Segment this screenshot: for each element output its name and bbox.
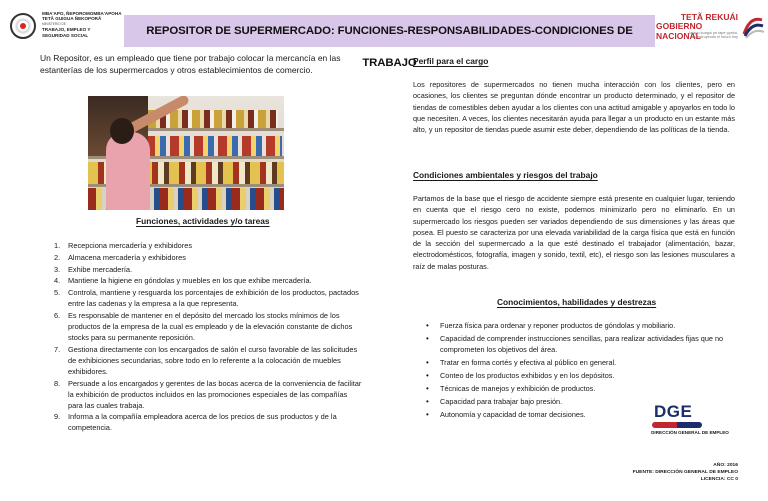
condiciones-paragraph: Partamos de la base que el riesgo de accidente siempre está presente en cualquier lugar, teniendo en cuenta que el riesgo cero no existe, podemos minimizarlo pero no eliminarlo. En un supermercado los riesgos pueden ser variados dependiendo de sus dimensiones y las áreas que posea. El puesto se caracteriza por una elevada variabilidad de la carga física que está en función de la sección del supermercado a la que esté destinado el trabajador (alimentación, bazar, electrodomésticos, fotografía, imagen y sonido, textil, etc), el riesgo son las lesiones musculares a raíz de malas posturas.: [413, 194, 735, 271]
footer-source: FUENTE: DIRECCIÓN GENERAL DE EMPLEO: [632, 470, 738, 475]
dge-logo: [640, 400, 740, 440]
intro-paragraph: Un Repositor, es un empleado que tiene por trabajo colocar la mercancía en las estanterías de los supermercados y otros establecimientos de comercio.: [40, 53, 341, 75]
function-number: 7.: [54, 344, 61, 354]
worker-head: [110, 118, 134, 144]
page-title: REPOSITOR DE SUPERMERCADO: FUNCIONES-RESPONSABILIDADES-CONDICIONES DE TRABAJO: [146, 25, 633, 69]
footer-info: [633, 462, 738, 483]
function-text: Recepciona mercadería y exhibidores: [68, 241, 193, 250]
skill-text: Fuerza física para ordenar y reponer productos de góndolas y mobiliario.: [440, 321, 676, 330]
gobierno-slogan: Jajapo koagui pe tape pyahu. Construyendo el futuro hoy: [688, 31, 738, 40]
function-item: [46, 378, 364, 411]
skill-text: Conteo de los productos exhibidos y en los depósitos.: [440, 370, 615, 380]
footer-license: LICENCIA: CC 0: [700, 477, 738, 482]
function-item: [46, 275, 364, 286]
footer-year: AÑO: 2016: [713, 463, 738, 468]
function-text: Es responsable de mantener en el depósito del mercado los stocks mínimos de los productos de la empresa de la cual es empleado y de la elevación constante de dichos stocks para su permanente reposición.: [68, 310, 353, 342]
functions-title: Funciones, actividades y/o tareas: [136, 216, 270, 226]
skill-text: Capacidad de comprender instrucciones sencillas, para realizar actividades fijas que no comprometen los objetivos del área.: [440, 333, 724, 355]
bullet-icon: •: [426, 333, 429, 343]
national-seal-icon: [10, 13, 36, 39]
ministry-line-5: SEGURIDAD SOCIAL: [42, 32, 89, 38]
function-number: 3.: [54, 264, 61, 274]
skill-text: Tratar en forma cortés y efectiva al público en general.: [440, 358, 617, 368]
dge-swoosh-icon: [652, 422, 702, 428]
function-item: [46, 411, 364, 433]
left-column: [40, 52, 376, 76]
skill-text: Capacidad para trabajar bajo presión.: [440, 396, 563, 406]
gobierno-nacional-logo: [656, 12, 766, 50]
function-text: Gestiona directamente con los encargados de salón el curso favorable de las solicitudes de exhibiciones secundarias, sobre todo en lo referente a la colocación de muebles exhibidores.: [68, 344, 358, 376]
skill-item: [416, 383, 738, 394]
bullet-icon: •: [426, 358, 429, 368]
function-item: [46, 252, 364, 263]
bullet-icon: •: [426, 396, 429, 406]
function-number: 5.: [54, 288, 61, 298]
function-number: 4.: [54, 276, 61, 286]
conocimientos-title: Conocimientos, habilidades y destrezas: [497, 297, 657, 307]
bullet-icon: •: [426, 383, 429, 393]
function-number: 1.: [54, 241, 61, 250]
function-item: [46, 310, 364, 343]
function-text: Informa a la compañía empleadora acerca de los precios de sus productos y de la competencia.: [68, 412, 337, 433]
function-item: [46, 264, 364, 275]
function-number: 8.: [54, 378, 61, 388]
dge-mark: DGE: [654, 402, 693, 421]
function-text: Persuade a los encargados y gerentes de las bocas acerca de la conveniencia de facilitar la exhibición de productos incluidos en las promociones especiales de las compañías para las cuales trabaja.: [68, 378, 362, 410]
function-item: [46, 240, 364, 251]
functions-list: [46, 240, 364, 434]
function-number: 2.: [54, 252, 61, 262]
skill-text: Técnicas de manejos y exhibición de productos.: [440, 383, 596, 393]
function-text: Mantiene la higiene en góndolas y muebles en los que exhibe mercadería.: [68, 276, 312, 286]
function-number: 9.: [54, 412, 61, 422]
bullet-icon: •: [426, 370, 429, 380]
function-number: 6.: [54, 310, 61, 320]
ministry-line-4: TRABAJO, EMPLEO Y: [42, 27, 91, 33]
worker-figure: [106, 132, 150, 210]
function-item: [46, 287, 364, 309]
dge-text: DIRECCIÓN GENERAL DE EMPLEO: [651, 430, 729, 435]
bullet-icon: •: [426, 321, 429, 330]
tetra-rekuai-text: TETÃ REKUÁI: [680, 12, 738, 22]
gobierno-nacional-text: GOBIERNO NACIONAL: [656, 21, 703, 41]
function-text: Almacena mercadería y exhibidores: [68, 252, 186, 262]
perfil-title: Perfil para el cargo: [413, 56, 489, 66]
product-row: [146, 136, 282, 156]
function-text: Controla, mantiene y resguarda los porcentajes de exhibición de los productos, pactados entre las cadenas y la empresa a la que representa.: [68, 288, 359, 309]
function-text: Exhibe mercadería.: [68, 264, 133, 274]
skill-item: [416, 333, 738, 356]
ministry-line-2: TETÃ GUIGUA ÑEKOPORÃ: [42, 16, 102, 22]
skill-text: Autonomía y capacidad de tomar decisiones.: [440, 409, 586, 419]
ministry-line-1: MBA'APO, ÑEPOROMOMBA'APOHA: [42, 11, 122, 16]
bullet-icon: •: [426, 409, 429, 419]
supermarket-photo: [88, 96, 284, 210]
condiciones-title: Condiciones ambientales y riesgos del trabajo: [413, 170, 598, 180]
skill-item: [416, 320, 738, 331]
ministry-line-3: MINISTERIO DE: [42, 21, 66, 26]
ministry-name: [42, 11, 132, 38]
function-item: [46, 344, 364, 377]
skill-item: [416, 370, 738, 381]
perfil-paragraph: Los repositores de supermercados no tienen mucha interacción con los clientes, pero en ocasiones, los clientes se preguntan dónde encontrar un producto determinado, y el repositor de tiendas de comestibles deben ayudar a los clientes con una actitud amigable y apoyarlos en todo lo que necesiten. A veces, los clientes necesitarán ayuda para llegar a un producto en un estante más alto, y un repositor de tiendas puede asumir este deber, dependiendo de las políticas de la tienda.: [413, 80, 735, 135]
skill-item: [416, 357, 738, 368]
flag-swirl-icon: [740, 14, 766, 40]
ministry-logo: [6, 9, 124, 45]
